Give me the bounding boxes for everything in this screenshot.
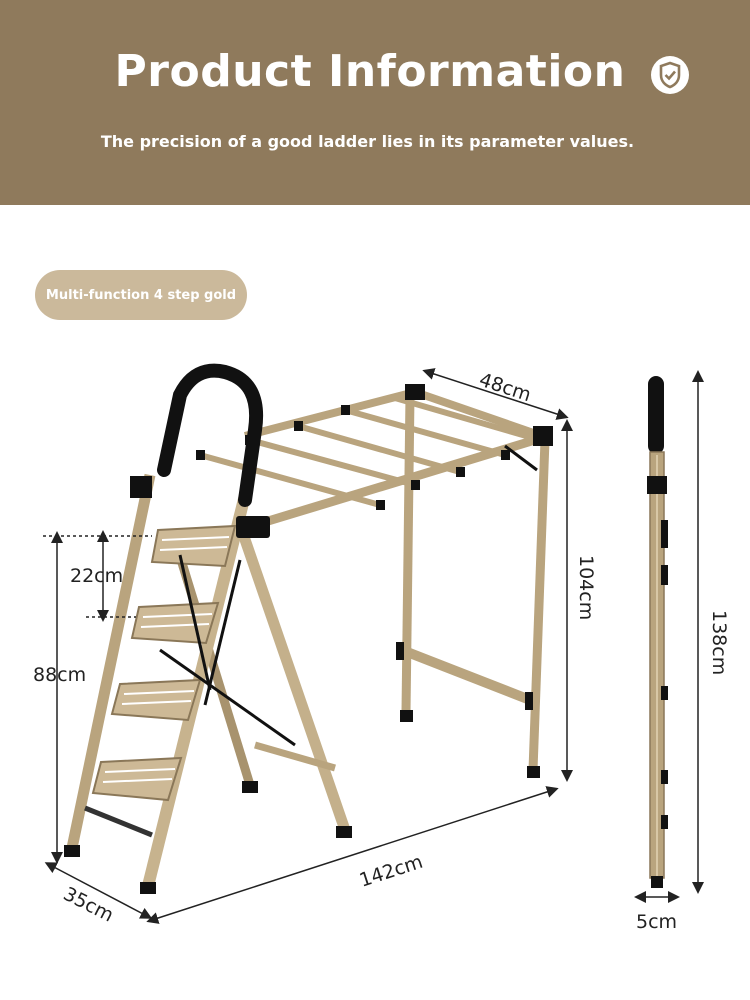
page-title: Product Information [114,46,626,97]
dim-label-88cm: 88cm [33,664,87,686]
folded-ladder-profile [647,376,668,888]
dim-label-5cm: 5cm [636,911,678,933]
dim-label-35cm: 35cm [59,882,118,927]
dim-label-48cm: 48cm [476,368,534,407]
dimension-lines [43,372,698,920]
dim-label-22cm: 22cm [70,565,124,587]
dim-label-104cm: 104cm [575,555,597,621]
dim-label-142cm: 142cm [356,850,426,892]
step-ladder [64,371,352,894]
page-subtitle: The precision of a good ladder lies in its parameter values. [100,132,635,151]
dim-label-138cm: 138cm [708,610,730,676]
product-variant-badge: Multi-function 4 step gold [35,270,247,320]
